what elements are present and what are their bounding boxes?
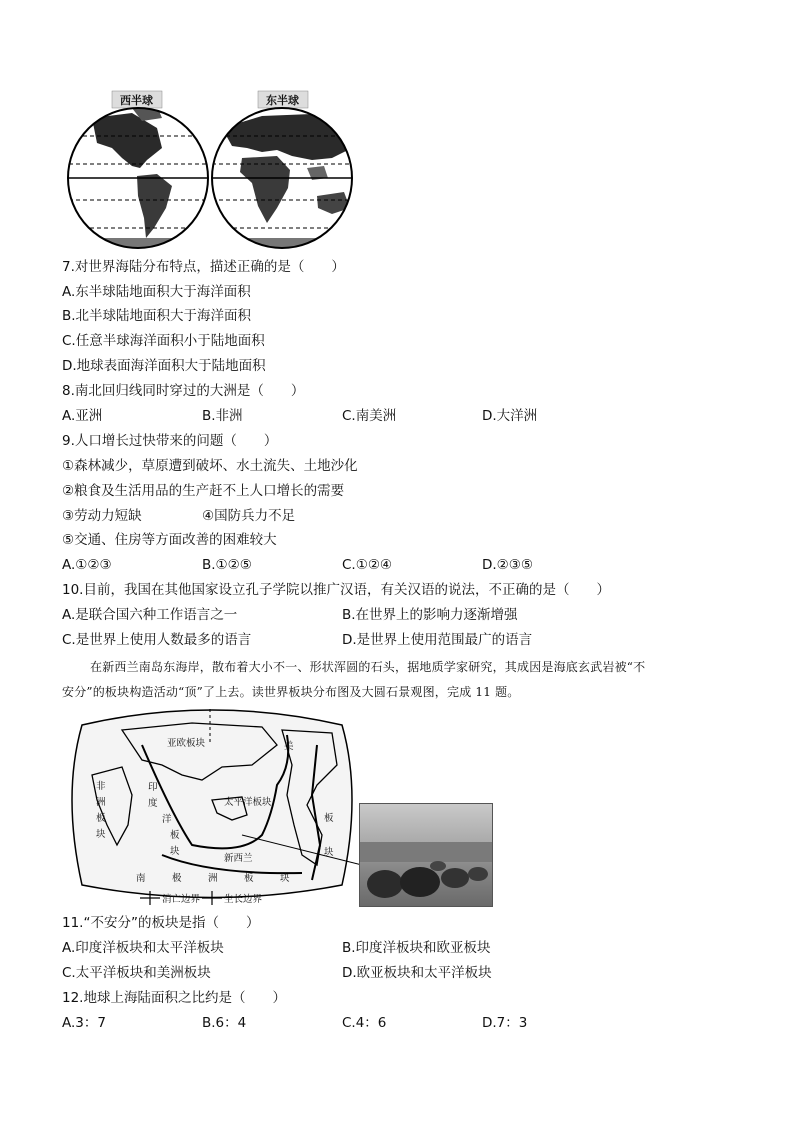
q9-item-1: ①森林减少，草原遭到破坏、水土流失、土地沙化 [62, 458, 358, 474]
passage-line-1: 在新西兰南岛东海岸，散布着大小不一、形状浑圆的石头，据地质学家研究，其成因是海底玄武岩被“不 [90, 660, 646, 674]
q10-stem: 10.目前，我国在其他国家设立孔子学院以推广汉语，有关汉语的说法，不正确的是（ ） [62, 582, 610, 598]
q11-stem: 11.“不安分”的板块是指（ ） [62, 915, 260, 931]
label-indian-3: 洋 [162, 814, 172, 825]
q11-option-d: D.欧亚板块和太平洋板块 [342, 965, 492, 981]
hemispheres-map [62, 88, 362, 250]
q10-option-b: B.在世界上的影响力逐渐增强 [342, 607, 518, 623]
q12-stem: 12.地球上海陆面积之比约是（ ） [62, 990, 286, 1006]
q9-option-d: D.②③⑤ [482, 557, 533, 573]
q7-option-a: A.东半球陆地面积大于海洋面积 [62, 284, 251, 300]
q8-option-d: D.大洋洲 [482, 408, 538, 424]
label-indian-1: 印 [148, 782, 158, 793]
q9-stem: 9.人口增长过快带来的问题（ ） [62, 433, 278, 449]
passage-line-2: 安分”的板块构造活动“顶”了上去。读世界板块分布图及大圆石景观图，完成 11 题。 [62, 685, 520, 699]
q12-option-d: D.7：3 [482, 1015, 528, 1031]
label-african-4: 块 [96, 829, 106, 840]
q10-option-a: A.是联合国六种工作语言之一 [62, 607, 238, 623]
q12-option-b: B.6：4 [202, 1015, 247, 1031]
plate-map [62, 705, 362, 905]
q8-option-a: A.亚洲 [62, 408, 103, 424]
hemispheres-figure [62, 88, 362, 250]
q7-option-b: B.北半球陆地面积大于海洋面积 [62, 308, 252, 324]
plate-map-figure [62, 705, 362, 905]
label-american: 美 [284, 741, 294, 752]
label-indian-2: 度 [148, 798, 158, 809]
eastern-hemisphere [212, 88, 362, 250]
label-african-3: 板 [96, 813, 106, 824]
q9-option-b: B.①②⑤ [202, 557, 252, 573]
q11-option-a: A.印度洋板块和太平洋板块 [62, 940, 224, 956]
q8-option-c: C.南美洲 [342, 408, 397, 424]
label-newzealand: 新西兰 [224, 853, 253, 864]
label-plate-right-2: 块 [324, 847, 334, 858]
label-antarctic-4: 板 [244, 873, 254, 884]
q9-option-a: A.①②③ [62, 557, 112, 573]
q12-option-c: C.4：6 [342, 1015, 387, 1031]
label-indian-5: 块 [170, 846, 180, 857]
label-antarctic-2: 极 [172, 873, 182, 884]
q7-option-d: D.地球表面海洋面积大于陆地面积 [62, 358, 266, 374]
q8-stem: 8.南北回归线同时穿过的大洲是（ ） [62, 383, 305, 399]
q9-option-c: C.①②④ [342, 557, 393, 573]
q10-option-d: D.是世界上使用范围最广的语言 [342, 632, 533, 648]
label-antarctic-3: 洲 [208, 873, 218, 884]
label-indian-4: 板 [170, 830, 180, 841]
q12-option-a: A.3：7 [62, 1015, 106, 1031]
q11-option-b: B.印度洋板块和欧亚板块 [342, 940, 491, 956]
legend-subduction: 消亡边界 [162, 894, 201, 905]
label-african-2: 洲 [96, 797, 106, 808]
label-pacific: 太平洋板块 [224, 797, 272, 808]
q8-option-b: B.非洲 [202, 408, 243, 424]
q11-option-c: C.太平洋板块和美洲板块 [62, 965, 211, 981]
boulder-illustration [360, 804, 492, 906]
label-eurasian: 亚欧板块 [167, 738, 206, 749]
q7-option-c: C.任意半球海洋面积小于陆地面积 [62, 333, 265, 349]
q7-stem: 7.对世界海陆分布特点，描述正确的是（ ） [62, 259, 345, 275]
q9-item-2: ②粮食及生活用品的生产赶不上人口增长的需要 [62, 483, 345, 499]
q10-option-c: C.是世界上使用人数最多的语言 [62, 632, 252, 648]
legend-growth: 生长边界 [224, 894, 263, 905]
label-antarctic-5: 块 [280, 873, 290, 884]
west-hemisphere-label: 西半球 [120, 94, 153, 107]
q9-item-5: ⑤交通、住房等方面改善的困难较大 [62, 532, 277, 548]
label-african-1: 非 [96, 781, 106, 792]
east-hemisphere-label: 东半球 [266, 94, 299, 107]
boulder-photo [359, 803, 493, 907]
label-plate-right-1: 板 [324, 813, 334, 824]
label-antarctic-1: 南 [136, 873, 146, 884]
q9-item-4: ④国防兵力不足 [202, 508, 296, 524]
q9-item-3: ③劳动力短缺 [62, 508, 142, 524]
